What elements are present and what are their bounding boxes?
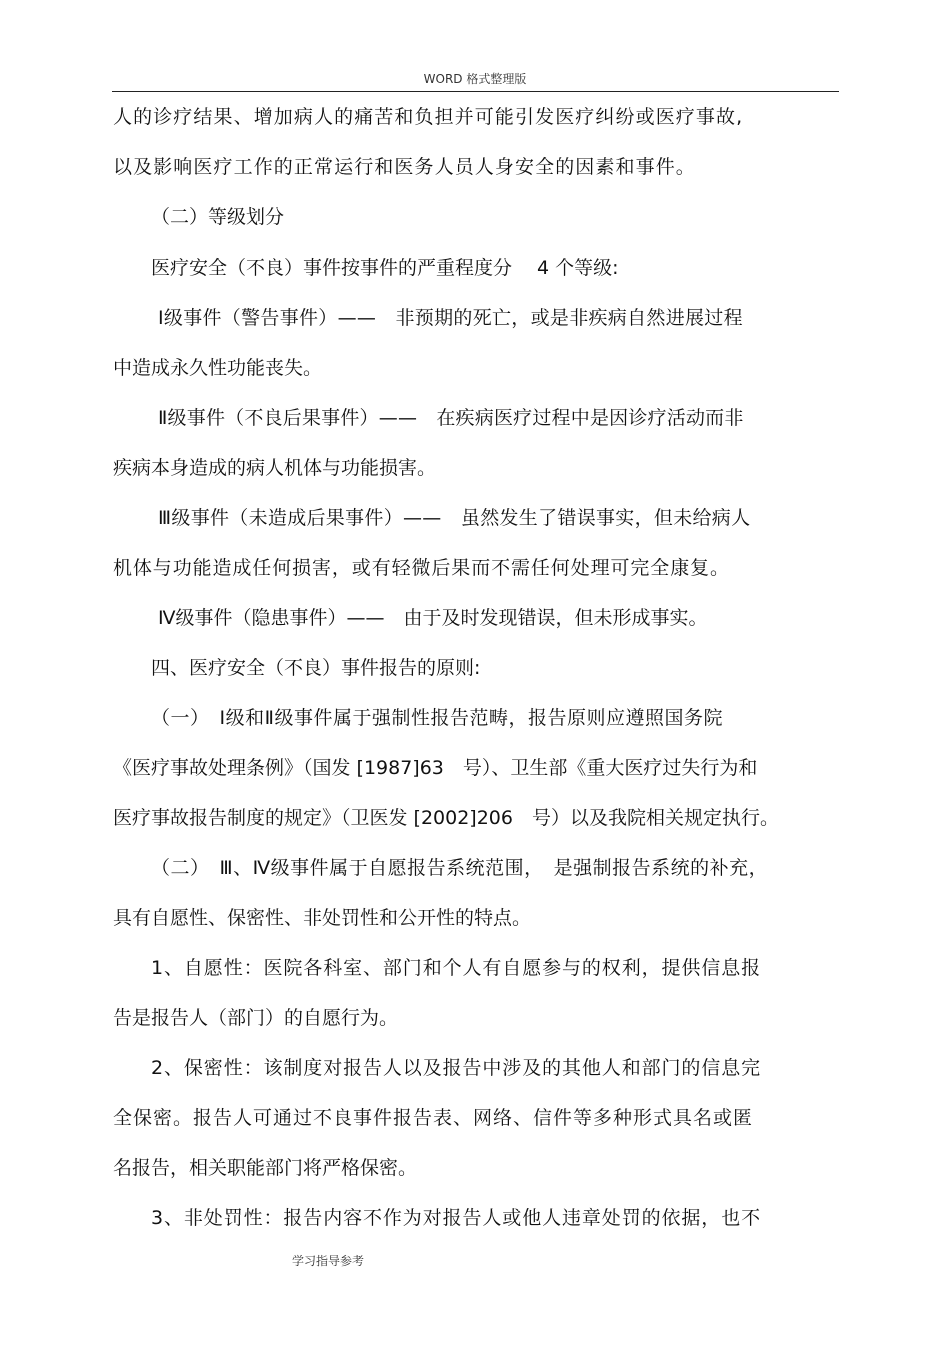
text-line: 2、保密性：该制度对报告人以及报告中涉及的其他人和部门的信息完 <box>151 1057 761 1079</box>
text-line: 四、医疗安全（不良）事件报告的原则: <box>151 657 481 679</box>
text-line: 告是报告人（部门）的自愿行为。 <box>113 1007 399 1029</box>
text-line: 中造成永久性功能丧失。 <box>113 357 323 379</box>
text-line: 《医疗事故处理条例》（国发 [1987]63 号）、卫生部《重大医疗过失行为和 <box>113 757 758 779</box>
page-footer: 学习指导参考 <box>292 1254 365 1268</box>
text-line: 全保密。报告人可通过不良事件报告表、网络、信件等多种形式具名或匿 <box>113 1107 754 1129</box>
text-line: 医疗安全（不良）事件按事件的严重程度分 4 个等级: <box>151 257 619 279</box>
header-divider <box>112 91 839 92</box>
text-line: Ⅳ级事件（隐患事件）—— 由于及时发现错误，但未形成事实。 <box>158 607 708 629</box>
text-line: Ⅱ级事件（不良后果事件）—— 在疾病医疗过程中是因诊疗活动而非 <box>158 407 744 429</box>
text-line: 1、自愿性：医院各科室、部门和个人有自愿参与的权利，提供信息报 <box>151 957 761 979</box>
text-line: 机体与功能造成任何损害，或有轻微后果而不需任何处理可完全康复。 <box>113 557 730 579</box>
text-line: 名报告，相关职能部门将严格保密。 <box>113 1157 418 1179</box>
text-line: 疾病本身造成的病人机体与功能损害。 <box>113 457 437 479</box>
text-line: （一） Ⅰ级和Ⅱ级事件属于强制性报告范畴，报告原则应遵照国务院 <box>151 707 723 729</box>
text-line: 3、非处罚性：报告内容不作为对报告人或他人违章处罚的依据，也不 <box>151 1207 761 1229</box>
page-header: WORD 格式整理版 <box>423 72 527 86</box>
text-line: Ⅲ级事件（未造成后果事件）—— 虽然发生了错误事实，但未给病人 <box>158 507 751 529</box>
text-line: （二） Ⅲ、Ⅳ级事件属于自愿报告系统范围， 是强制报告系统的补充， <box>151 857 769 879</box>
text-line: 具有自愿性、保密性、非处罚性和公开性的特点。 <box>113 907 532 929</box>
text-line: 医疗事故报告制度的规定》（卫医发 [2002]206 号）以及我院相关规定执行。 <box>113 807 779 829</box>
text-line: 人的诊疗结果、增加病人的痛苦和负担并可能引发医疗纠纷或医疗事故, <box>113 106 744 128</box>
text-line: Ⅰ级事件（警告事件）—— 非预期的死亡，或是非疾病自然进展过程 <box>158 307 743 329</box>
text-line: 以及影响医疗工作的正常运行和医务人员人身安全的因素和事件。 <box>113 156 696 178</box>
text-line: （二）等级划分 <box>151 206 285 228</box>
